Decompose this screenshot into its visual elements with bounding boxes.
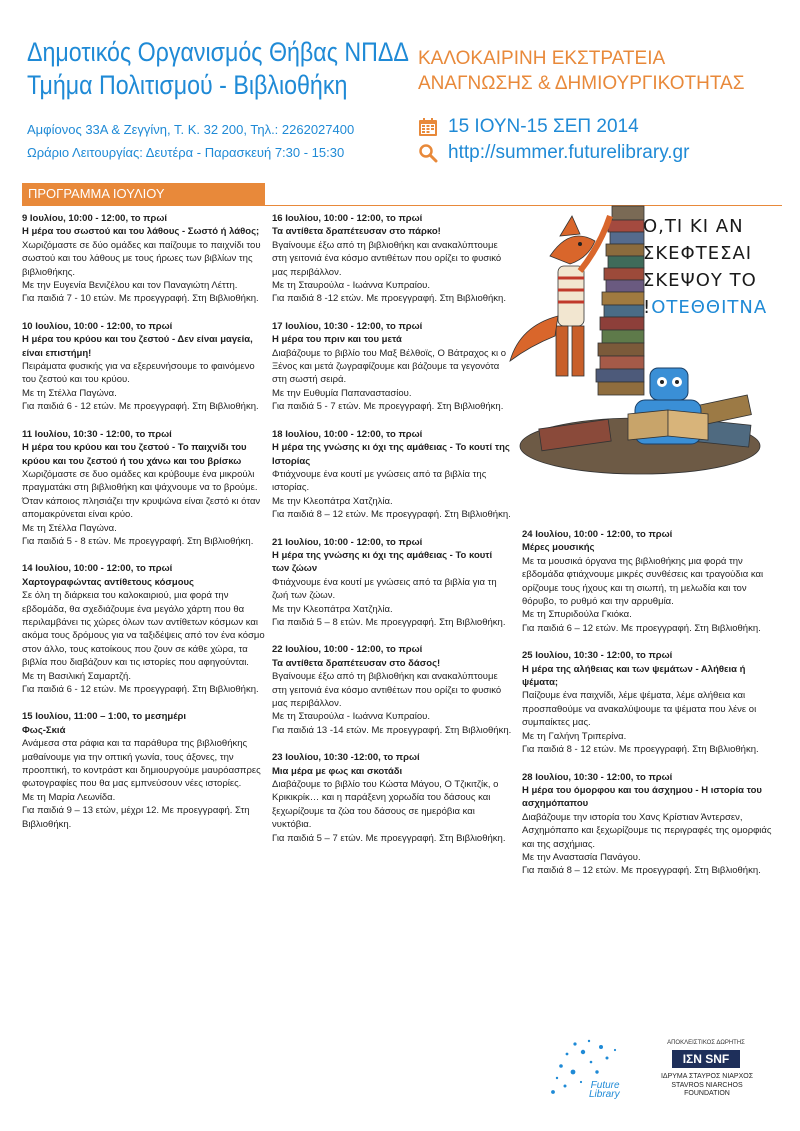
snf-logo: ΙΣΝ SNF — [672, 1050, 740, 1068]
event-host: Με τη Σταυρούλα - Ιωάννα Κυπραίου. — [272, 280, 431, 292]
event-title: Χαρτογραφώντας αντίθετους κόσμους — [22, 576, 194, 588]
event-host: Με την Ευθυμία Παπαναστασίου. — [272, 387, 412, 399]
event-entry — [272, 643, 512, 737]
slogan — [643, 213, 781, 321]
calendar-icon — [418, 117, 438, 137]
department-name: Τμήμα Πολιτισμού - Βιβλιοθήκη — [27, 70, 348, 100]
event-description: Πειράματα φυσικής για να εξερευνήσουμε το φαινόμενο του ζεστού και του κρύου. — [22, 361, 255, 386]
event-description: Ανάμεσα στα ράφια και τα παράθυρα της βιβλιοθήκης μαθαίνουμε για την οπτική γωνία, τους άξονες, την προοπτική, το κοντράστ και δημιουργούμε μαυρόασπρες φωτογραφίες που θα μας εμπνεύσουν νέες ιστορίες. — [22, 738, 261, 790]
event-audience: Για παιδιά 8 – 12 ετών. Με προεγγραφή. Στη Βιβλιοθήκη. — [522, 865, 761, 877]
event-title: Τα αντίθετα δραπέτευσαν στο δάσος! — [272, 657, 441, 669]
event-audience: Για παιδιά 13 -14 ετών. Με προεγγραφή. Στη Βιβλιοθήκη. — [272, 724, 512, 736]
event-entry — [522, 528, 780, 635]
event-date: 11 Ιουλίου, 10:30 - 12:00, το πρωί — [22, 428, 172, 440]
event-audience: Για παιδιά 5 – 7 ετών. Με προεγγραφή. Στη Βιβλιοθήκη. — [272, 832, 506, 844]
address: Αμφίονος 33Α & Ζεγγίνη, Τ. Κ. 32 200, Τηλ.: 2262027400 — [27, 122, 355, 137]
slogan-exclamation: ! — [643, 297, 652, 318]
event-date: 25 Ιουλίου, 10:30 - 12:00, το πρωί — [522, 650, 673, 662]
future-library-wordmark — [589, 1081, 620, 1099]
event-description: Χωριζόμαστε σε δυο ομάδες και κρύβουμε ένα μικρούλι πραγματάκι στη βιβλιοθήκη και ψάχνουμε να το βρούμε. Όταν κάποιος πλησιάζει την κρυψώνα είναι ζεστό κι όταν απομακρύνεται είναι κρύο. — [22, 468, 261, 521]
event-host: Με τη Βασιλική Σαμαρτζή. — [22, 670, 131, 682]
event-audience: Για παιδιά 5 – 8 ετών. Με προεγγραφή. Στη Βιβλιοθήκη. — [272, 616, 506, 628]
slogan-line-3: ΣΚΕΨΟΥ ΤΟ — [643, 270, 757, 291]
campaign-dates — [418, 116, 639, 138]
event-audience: Για παιδιά 8 -12 ετών. Με προεγγραφή. Στη Βιβλιοθήκη. — [272, 293, 506, 305]
event-audience: Για παιδιά 5 - 8 ετών. Με προεγγραφή. Στη Βιβλιοθήκη. — [22, 535, 254, 547]
event-entry — [22, 710, 265, 831]
schedule-column-1 — [22, 212, 265, 845]
event-host: Με την Κλεοπάτρα Χατζηλία. — [272, 603, 393, 615]
website-link[interactable]: http://summer.futurelibrary.gr — [448, 142, 690, 163]
event-host: Με τη Σπυριδούλα Γκιόκα. — [522, 609, 632, 621]
event-description: Διαβάζουμε το βιβλίο του Μαξ Βέλθοϊς, Ο Βάτραχος κι ο Ξένος και μετά ζωγραφίζουμε και βάζουμε τα γεγονότα στη σωστή σειρά. — [272, 347, 507, 386]
event-description: Φτιάχνουμε ένα κουτί με γνώσεις από τα βιβλία της ιστορίας. — [272, 468, 487, 494]
event-host: Με τη Σταυρούλα - Ιωάννα Κυπραίου. — [272, 711, 431, 723]
schedule-column-2 — [272, 212, 512, 859]
snf-name-english-1: STAVROS NIARCHOS — [671, 1081, 743, 1089]
event-date: 9 Ιουλίου, 10:00 - 12:00, το πρωί — [22, 213, 167, 224]
event-description: Διαβάζουμε το βιβλίο του Κώστα Μάγου, Ο Τζικιτζίκ, ο Κρικικρίκ… και η παράξενη χορωδία του δάσους και ξεχωρίζουμε τα ζώα του δάσους σε ημερόβια και νυκτόβια. — [272, 779, 499, 831]
fox-character — [510, 216, 610, 376]
event-audience: Για παιδιά 6 - 12 ετών. Με προεγγραφή. Στη Βιβλιοθήκη. — [22, 401, 259, 413]
campaign-title — [418, 46, 744, 96]
snf-name-english-2: FOUNDATION — [684, 1090, 730, 1097]
event-entry — [22, 428, 265, 549]
event-audience: Για παιδιά 9 – 13 ετών, μέχρι 12. Με προεγγραφή. Στη Βιβλιοθήκη. — [22, 805, 250, 830]
event-title: Μια μέρα με φως και σκοτάδι — [272, 765, 403, 777]
snf-name — [651, 1073, 763, 1099]
event-host: Με τη Γαλήνη Τριπερίνα. — [522, 730, 627, 742]
event-host: Με τη Στέλλα Παγώνα. — [22, 522, 117, 534]
website[interactable] — [418, 142, 689, 164]
event-title: Η μέρα του όμορφου και του άσχημου - Η ιστορία του ασχημόπαπου — [522, 784, 762, 810]
event-date: 15 Ιουλίου, 11:00 – 1:00, το μεσημέρι — [22, 711, 186, 723]
event-description: Φτιάχνουμε ένα κουτί με γνώσεις από τα βιβλία για τη ζωή των ζώων. — [272, 576, 497, 602]
event-entry — [272, 751, 512, 845]
opening-hours: Ωράριο Λειτουργίας: Δευτέρα - Παρασκευή 7:30 - 15:30 — [27, 145, 345, 160]
event-entry — [272, 428, 512, 522]
event-description: Βγαίνουμε έξω από τη βιβλιοθήκη και ανακαλύπτουμε στη γειτονιά ένα κόσμο αντιθέτων που ορίζει το φυσικό μας περιβάλλον. — [272, 239, 502, 278]
event-audience: Για παιδιά 5 - 7 ετών. Με προεγγραφή. Στη Βιβλιοθήκη. — [272, 401, 504, 413]
event-entry — [272, 320, 512, 414]
event-entry — [522, 771, 780, 878]
event-title: Μέρες μουσικής — [522, 542, 595, 554]
slogan-reversed-word: ΟΤΕΘΘΙΤΝΑ — [651, 297, 768, 318]
event-entry — [22, 562, 265, 696]
snf-name-greek: ΙΔΡΥΜΑ ΣΤΑΥΡΟΣ ΝΙΑΡΧΟΣ — [660, 1073, 754, 1080]
event-date: 24 Ιουλίου, 10:00 - 12:00, το πρωί — [522, 529, 673, 540]
event-audience: Για παιδιά 8 - 12 ετών. Με προεγγραφή. Στη Βιβλιοθήκη. — [522, 744, 759, 756]
event-title: Η μέρα του σωστού και του λάθους - Σωστό ή λάθος; — [22, 226, 260, 238]
program-title: ΠΡΟΓΡΑΜΜΑ ΙΟΥΛΙΟΥ — [22, 183, 265, 205]
campaign-line-1: ΚΑΛΟΚΑΙΡΙΝΗ ΕΚΣΤΡΑΤΕΙΑ — [418, 48, 666, 69]
event-host: Με τη Μαρία Λεωνίδα. — [22, 791, 116, 803]
event-date: 14 Ιουλίου, 10:00 - 12:00, το πρωί — [22, 563, 173, 575]
event-entry — [522, 649, 780, 756]
event-date: 16 Ιουλίου, 10:00 - 12:00, το πρωί — [272, 213, 423, 224]
schedule-column-3 — [522, 528, 780, 892]
event-title: Φως-Σκιά — [22, 724, 66, 736]
slogan-line-1: Ο,ΤΙ ΚΙ ΑΝ — [643, 216, 744, 237]
event-entry — [272, 536, 512, 630]
event-audience: Για παιδιά 6 - 12 ετών. Με προεγγραφή. Στη Βιβλιοθήκη. — [22, 684, 259, 695]
search-icon — [418, 143, 438, 163]
organization-title — [27, 36, 409, 102]
event-title: Η μέρα της γνώσης κι όχι της αμάθειας - Το κουτί της Ιστορίας — [272, 442, 510, 467]
event-audience: Για παιδιά 7 - 10 ετών. Με προεγγραφή. Στη Βιβλιοθήκη. — [22, 293, 259, 305]
event-audience: Για παιδιά 6 – 12 ετών. Με προεγγραφή. Στη Βιβλιοθήκη. — [522, 622, 761, 634]
donor-label: ΑΠΟΚΛΕΙΣΤΙΚΟΣ ΔΩΡΗΤΗΣ — [667, 1040, 745, 1046]
slogan-line-2: ΣΚΕΦΤΕΣΑΙ — [643, 243, 753, 264]
event-date: 10 Ιουλίου, 10:00 - 12:00, το πρωί — [22, 320, 173, 332]
future-library-line-2: Library — [589, 1089, 620, 1100]
event-title: Τα αντίθετα δραπέτευσαν στο πάρκο! — [272, 226, 441, 238]
event-host: Με την Ευγενία Βενιζέλου και τον Παναγιώτη Λέττη. — [22, 280, 238, 292]
event-date: 22 Ιουλίου, 10:00 - 12:00, το πρωί — [272, 644, 423, 656]
event-date: 21 Ιουλίου, 10:00 - 12:00, το πρωί — [272, 536, 423, 548]
event-date: 17 Ιουλίου, 10:30 - 12:00, το πρωί — [272, 320, 423, 332]
event-date: 28 Ιουλίου, 10:30 - 12:00, το πρωί — [522, 771, 673, 783]
event-title: Η μέρα της γνώσης κι όχι της αμάθειας - Το κουτί των ζώων — [272, 549, 493, 575]
event-date: 23 Ιουλίου, 10:30 -12:00, το πρωί — [272, 752, 420, 764]
event-host: Με τη Στέλλα Παγώνα. — [22, 387, 117, 399]
event-description: Διαβάζουμε την ιστορία του Χανς Κρίστιαν Άντερσεν, Ασχημόπαπο και ξεχωρίζουμε τις περιγραφές της ομορφιάς και της ασχήμιας. — [522, 811, 772, 850]
slogan-line-4 — [643, 294, 781, 321]
event-entry — [22, 320, 265, 414]
event-date: 18 Ιουλίου, 10:00 - 12:00, το πρωί — [272, 428, 423, 440]
event-entry — [272, 212, 512, 306]
event-host: Με την Κλεοπάτρα Χατζηλία. — [272, 495, 393, 507]
campaign-line-2: ΑΝΑΓΝΩΣΗΣ & ΔΗΜΙΟΥΡΓΙΚΟΤΗΤΑΣ — [418, 73, 745, 94]
event-title: Η μέρα του κρύου και του ζεστού - Το παιχνίδι του κρύου και του ζεστού ή του χάνω και του βρίσκω — [22, 442, 247, 467]
event-description: Βγαίνουμε έξω από τη βιβλιοθήκη και ανακαλύπτουμε στη γειτονιά ένα κόσμο αντιθέτων που ορίζει το φυσικό μας περιβάλλον. — [272, 671, 502, 709]
event-description: Σε όλη τη διάρκεια του καλοκαιριού, μια φορά την εβδομάδα, θα σχεδιάζουμε ένα μεγάλο χάρτη που θα περιλαμβάνει τις χώρες όλων των αντίθετων κόσμων και ακόμα τους δρόμους για να ταξιδέψεις από τον ένα κόσμο στον άλλο, τους κατοίκους που ζουν σε κάθε χώρα, τα βιβλία που διαβάζουν και τις ιστορίες που αφηγούνται. — [22, 590, 265, 669]
event-audience: Για παιδιά 8 – 12 ετών. Με προεγγραφή. Στη Βιβλιοθήκη. — [272, 509, 511, 521]
event-host: Με την Αναστασία Πανάγου. — [522, 851, 641, 863]
event-description: Με τα μουσικά όργανα της βιβλιοθήκης μια φορά την εβδομάδα φτιάχνουμε μικρές συνθέσεις και τραγούδια και ορίζουμε τους ήχους και τη σιωπή, τη μελωδία και τον θόρυβο, το ρυθμό και την αρρυθμία. — [522, 555, 764, 608]
event-description: Χωριζόμαστε σε δύο ομάδες και παίζουμε το παιχνίδι του σωστού και του λάθους με τους ήρωες των βιβλίων της βιβλιοθήκης. — [22, 239, 261, 278]
event-title: Η μέρα της αλήθειας και των ψεμάτων - Αλήθεια ή ψέματα; — [522, 663, 746, 689]
dates-text: 15 ΙΟΥΝ-15 ΣΕΠ 2014 — [448, 116, 639, 137]
future-library-line-1: Future — [590, 1080, 620, 1091]
event-description: Παίζουμε ένα παιχνίδι, λέμε ψέματα, λέμε αλήθεια και προσπαθούμε να ανακαλύψουμε τα ψέματα που λένε οι συμπαίκτες μας. — [522, 690, 757, 729]
event-entry — [22, 212, 265, 306]
organization-name: Δημοτικός Οργανισμός Θήβας ΝΠΔΔ — [27, 37, 409, 67]
event-title: Η μέρα του πριν και του μετά — [272, 334, 402, 346]
event-title: Η μέρα του κρύου και του ζεστού - Δεν είναι μαγεία, είναι επιστήμη! — [22, 334, 253, 359]
